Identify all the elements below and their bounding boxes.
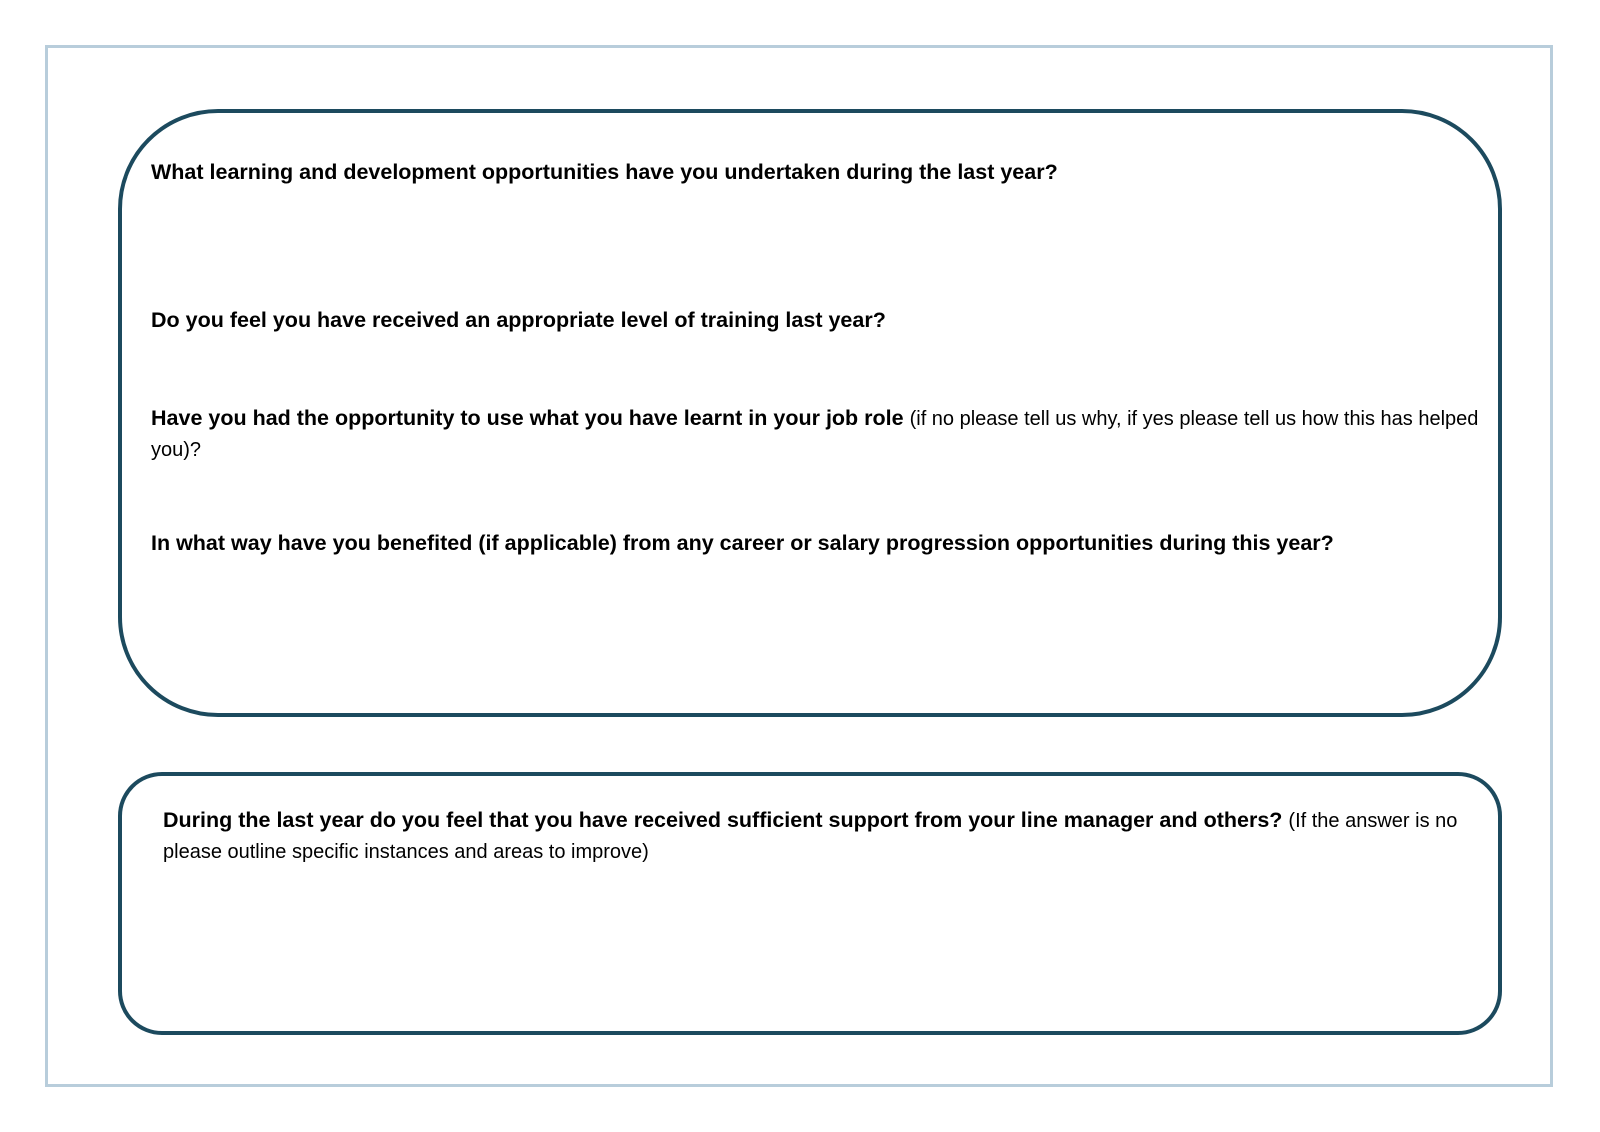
question-text: In what way have you benefited (if applicable) from any career or salary progression opportunities during this year? — [151, 531, 1334, 555]
question-text: Do you feel you have received an appropriate level of training last year? — [151, 308, 886, 332]
question-text: What learning and development opportunities have you undertaken during the last year? — [151, 160, 1058, 184]
question-text: During the last year do you feel that you have received sufficient support from your line manager and others? — [163, 808, 1283, 832]
question-text: Have you had the opportunity to use what you have learnt in your job role — [151, 406, 904, 430]
question-learning-opportunities — [151, 157, 1481, 187]
question-career-progression — [151, 528, 1481, 558]
question-line-manager-support — [163, 805, 1473, 867]
question-training-level — [151, 305, 1481, 335]
question-use-learning-in-role — [151, 403, 1481, 465]
question-note: (If the answer is no please outline specific instances and areas to improve) — [163, 810, 1458, 863]
question-note: (if no please tell us why, if yes please tell us how this has helped you)? — [151, 408, 1479, 461]
